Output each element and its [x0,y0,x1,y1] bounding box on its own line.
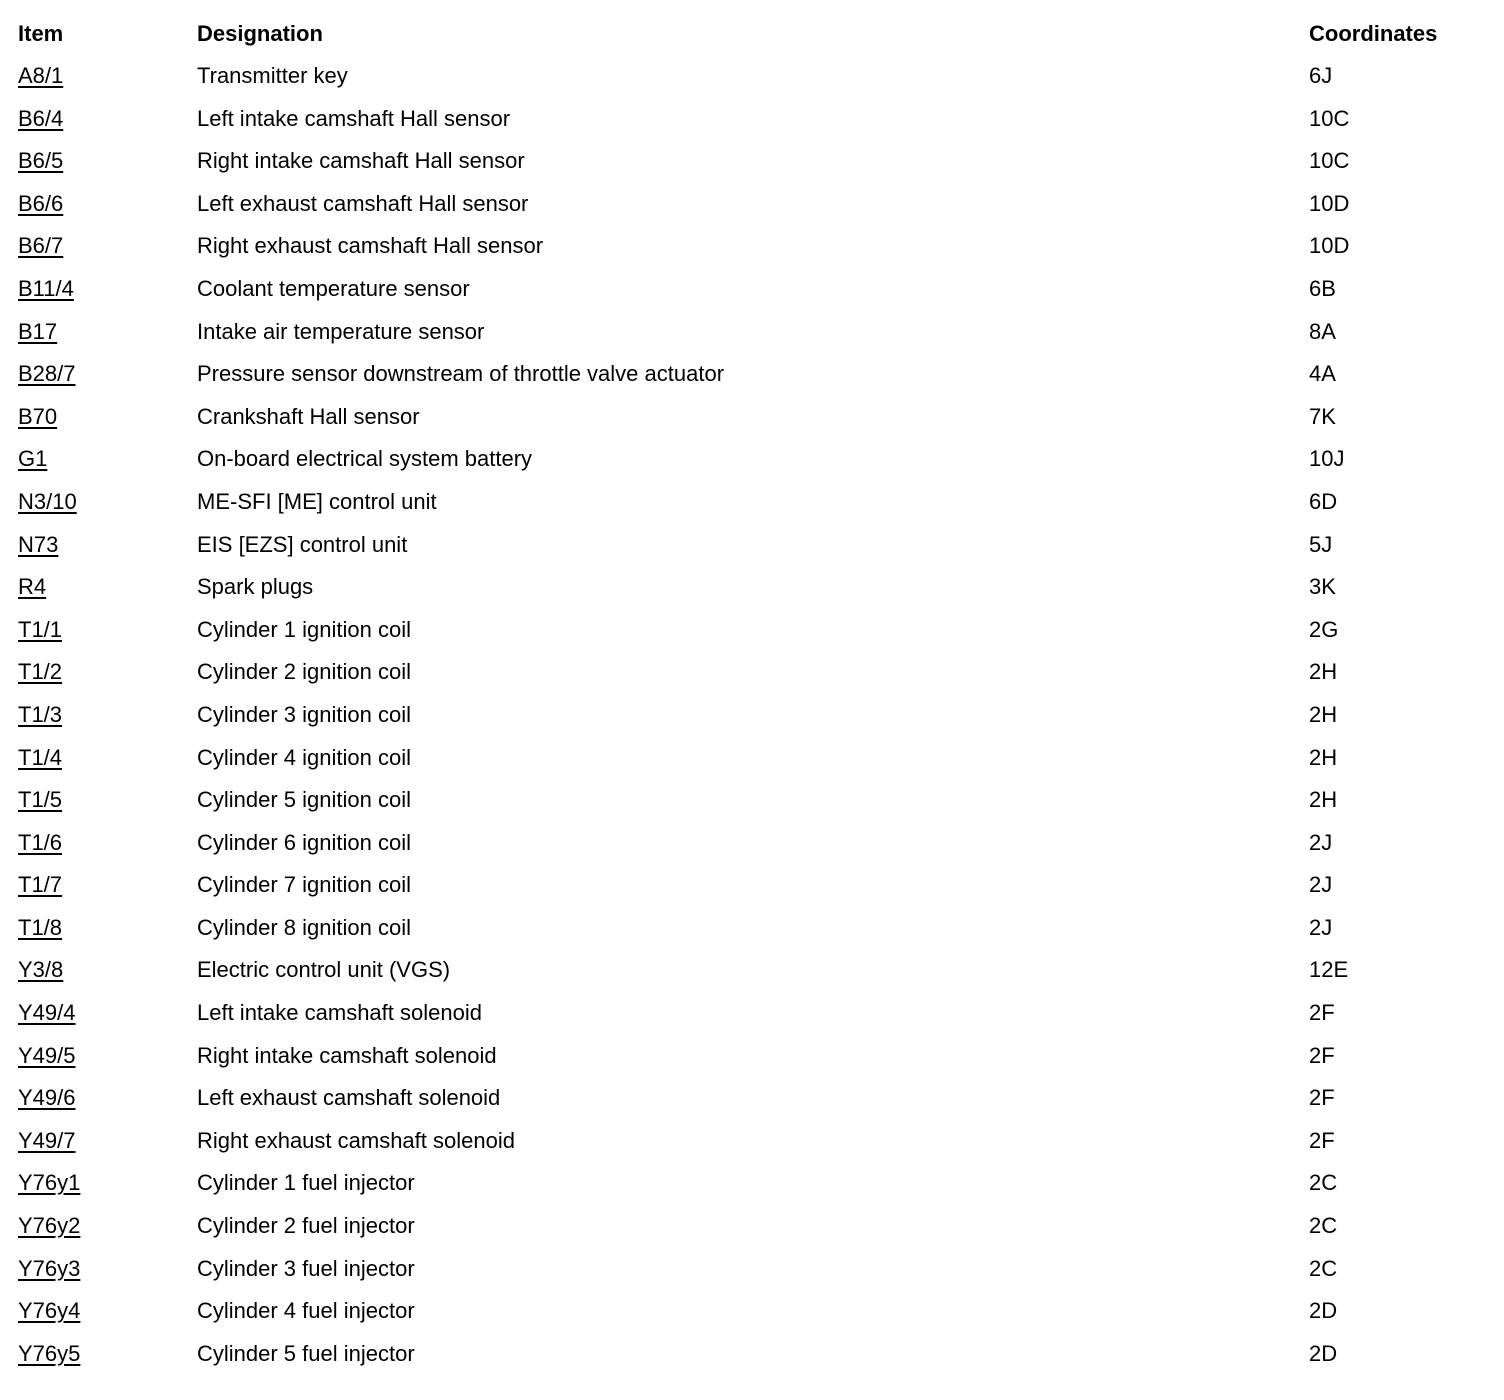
item-link[interactable]: B6/4 [18,105,64,131]
header-item: Item [18,21,64,46]
designation-cell: Cylinder 7 ignition coil [197,872,411,898]
table-row [18,566,1488,609]
item-link[interactable]: B6/7 [18,233,64,259]
item-link[interactable]: Y49/5 [18,1042,76,1068]
designation-cell: Pressure sensor downstream of throttle valve actuator [197,361,725,387]
item-link[interactable]: Y76y1 [18,1170,81,1196]
designation-cell: Right intake camshaft Hall sensor [197,148,525,174]
coordinates-cell: 2H [1309,744,1338,770]
coordinates-cell: 2H [1309,659,1338,685]
designation-cell: Right exhaust camshaft Hall sensor [197,233,544,259]
coordinates-cell: 7K [1309,403,1336,429]
table-row [18,353,1488,396]
designation-cell: Cylinder 5 ignition coil [197,787,411,813]
coordinates-cell: 2J [1309,872,1333,898]
designation-cell: Coolant temperature sensor [197,275,470,301]
designation-cell: Left intake camshaft Hall sensor [197,105,511,131]
table-row [18,651,1488,694]
item-link[interactable]: N73 [18,531,59,557]
designation-cell: EIS [EZS] control unit [197,531,408,557]
designation-cell: Cylinder 3 ignition coil [197,701,411,727]
coordinates-cell: 3K [1309,574,1336,600]
item-link[interactable]: G1 [18,446,48,472]
designation-cell: Cylinder 4 ignition coil [197,744,411,770]
coordinates-cell: 2G [1309,616,1339,642]
coordinates-cell: 6J [1309,63,1333,88]
item-link[interactable]: T1/7 [18,872,63,898]
table-row [18,55,1488,98]
table-row [18,396,1488,439]
table-row [18,864,1488,907]
coordinates-cell: 10C [1309,148,1350,174]
designation-cell: Cylinder 1 ignition coil [197,616,411,642]
coordinates-cell: 4A [1309,361,1336,387]
designation-cell: Cylinder 1 fuel injector [197,1170,415,1196]
coordinates-cell: 10D [1309,233,1350,259]
table-row [18,992,1488,1035]
item-link[interactable]: Y49/7 [18,1127,76,1153]
coordinates-cell: 2F [1309,1085,1335,1111]
item-link[interactable]: Y76y2 [18,1213,81,1239]
table-row [18,1333,1488,1376]
table-body [18,55,1488,1375]
table-row [18,737,1488,780]
table-row [18,481,1488,524]
designation-cell: Left intake camshaft solenoid [197,1000,482,1026]
coordinates-cell: 2H [1309,701,1338,727]
table-row [18,1035,1488,1078]
designation-cell: On-board electrical system battery [197,446,533,472]
table-row [18,183,1488,226]
designation-cell: Cylinder 8 ignition coil [197,914,411,940]
designation-cell: Crankshaft Hall sensor [197,403,420,429]
item-link[interactable]: B70 [18,403,58,429]
component-legend-table [18,13,1488,1375]
item-link[interactable]: T1/1 [18,616,63,642]
table-row [18,609,1488,652]
item-link[interactable]: B17 [18,318,58,344]
designation-cell: ME-SFI [ME] control unit [197,488,437,514]
item-link[interactable]: Y49/6 [18,1085,76,1111]
item-link[interactable]: R4 [18,574,47,600]
item-link[interactable]: T1/5 [18,787,63,813]
item-link[interactable]: B11/4 [18,275,74,301]
item-link[interactable]: T1/6 [18,829,63,855]
table-row [18,225,1488,268]
coordinates-cell: 10C [1309,105,1350,131]
item-link[interactable]: N3/10 [18,488,77,514]
coordinates-cell: 2C [1309,1255,1338,1281]
designation-cell: Right exhaust camshaft solenoid [197,1127,515,1153]
table-row [18,1290,1488,1333]
table-row [18,140,1488,183]
designation-cell: Left exhaust camshaft solenoid [197,1085,501,1111]
coordinates-cell: 2D [1309,1340,1338,1366]
header-coordinates: Coordinates [1309,21,1438,46]
designation-cell: Electric control unit (VGS) [197,957,451,983]
designation-cell: Spark plugs [197,574,314,600]
item-link[interactable]: A8/1 [18,63,64,88]
item-link[interactable]: Y3/8 [18,957,64,983]
coordinates-cell: 2J [1309,829,1333,855]
table-row [18,694,1488,737]
table-header-row [18,13,1488,55]
coordinates-cell: 2F [1309,1042,1335,1068]
designation-cell: Cylinder 2 fuel injector [197,1213,415,1239]
table-row [18,1162,1488,1205]
item-link[interactable]: Y76y5 [18,1340,81,1366]
table-row [18,524,1488,567]
item-link[interactable]: T1/4 [18,744,63,770]
item-link[interactable]: Y76y4 [18,1298,81,1324]
coordinates-cell: 2D [1309,1298,1338,1324]
coordinates-cell: 6D [1309,488,1338,514]
coordinates-cell: 2J [1309,914,1333,940]
coordinates-cell: 8A [1309,318,1336,344]
item-link[interactable]: B28/7 [18,361,76,387]
designation-cell: Cylinder 5 fuel injector [197,1340,415,1366]
coordinates-cell: 12E [1309,957,1349,983]
designation-cell: Left exhaust camshaft Hall sensor [197,190,529,216]
table-row [18,1120,1488,1163]
header-designation: Designation [197,21,323,46]
coordinates-cell: 6B [1309,275,1336,301]
table-row [18,907,1488,950]
table-row [18,1077,1488,1120]
item-link[interactable]: T1/3 [18,701,63,727]
designation-cell: Transmitter key [197,63,348,88]
designation-cell: Cylinder 3 fuel injector [197,1255,415,1281]
table-row [18,438,1488,481]
coordinates-cell: 2F [1309,1127,1335,1153]
designation-cell: Cylinder 2 ignition coil [197,659,411,685]
item-link[interactable]: T1/2 [18,659,63,685]
item-link[interactable]: Y76y3 [18,1255,81,1281]
item-link[interactable]: B6/6 [18,190,64,216]
coordinates-cell: 2H [1309,787,1338,813]
coordinates-cell: 5J [1309,531,1333,557]
table-row [18,779,1488,822]
coordinates-cell: 2C [1309,1213,1338,1239]
table-row [18,1248,1488,1291]
table-row [18,822,1488,865]
designation-cell: Intake air temperature sensor [197,318,485,344]
item-link[interactable]: B6/5 [18,148,64,174]
item-link[interactable]: T1/8 [18,914,63,940]
table-row [18,1205,1488,1248]
item-link[interactable]: Y49/4 [18,1000,76,1026]
table-row [18,268,1488,311]
table-row [18,949,1488,992]
table-row [18,311,1488,354]
coordinates-cell: 2F [1309,1000,1335,1026]
coordinates-cell: 10J [1309,446,1345,472]
coordinates-cell: 10D [1309,190,1350,216]
table-row [18,98,1488,141]
designation-cell: Right intake camshaft solenoid [197,1042,497,1068]
designation-cell: Cylinder 6 ignition coil [197,829,411,855]
coordinates-cell: 2C [1309,1170,1338,1196]
designation-cell: Cylinder 4 fuel injector [197,1298,415,1324]
